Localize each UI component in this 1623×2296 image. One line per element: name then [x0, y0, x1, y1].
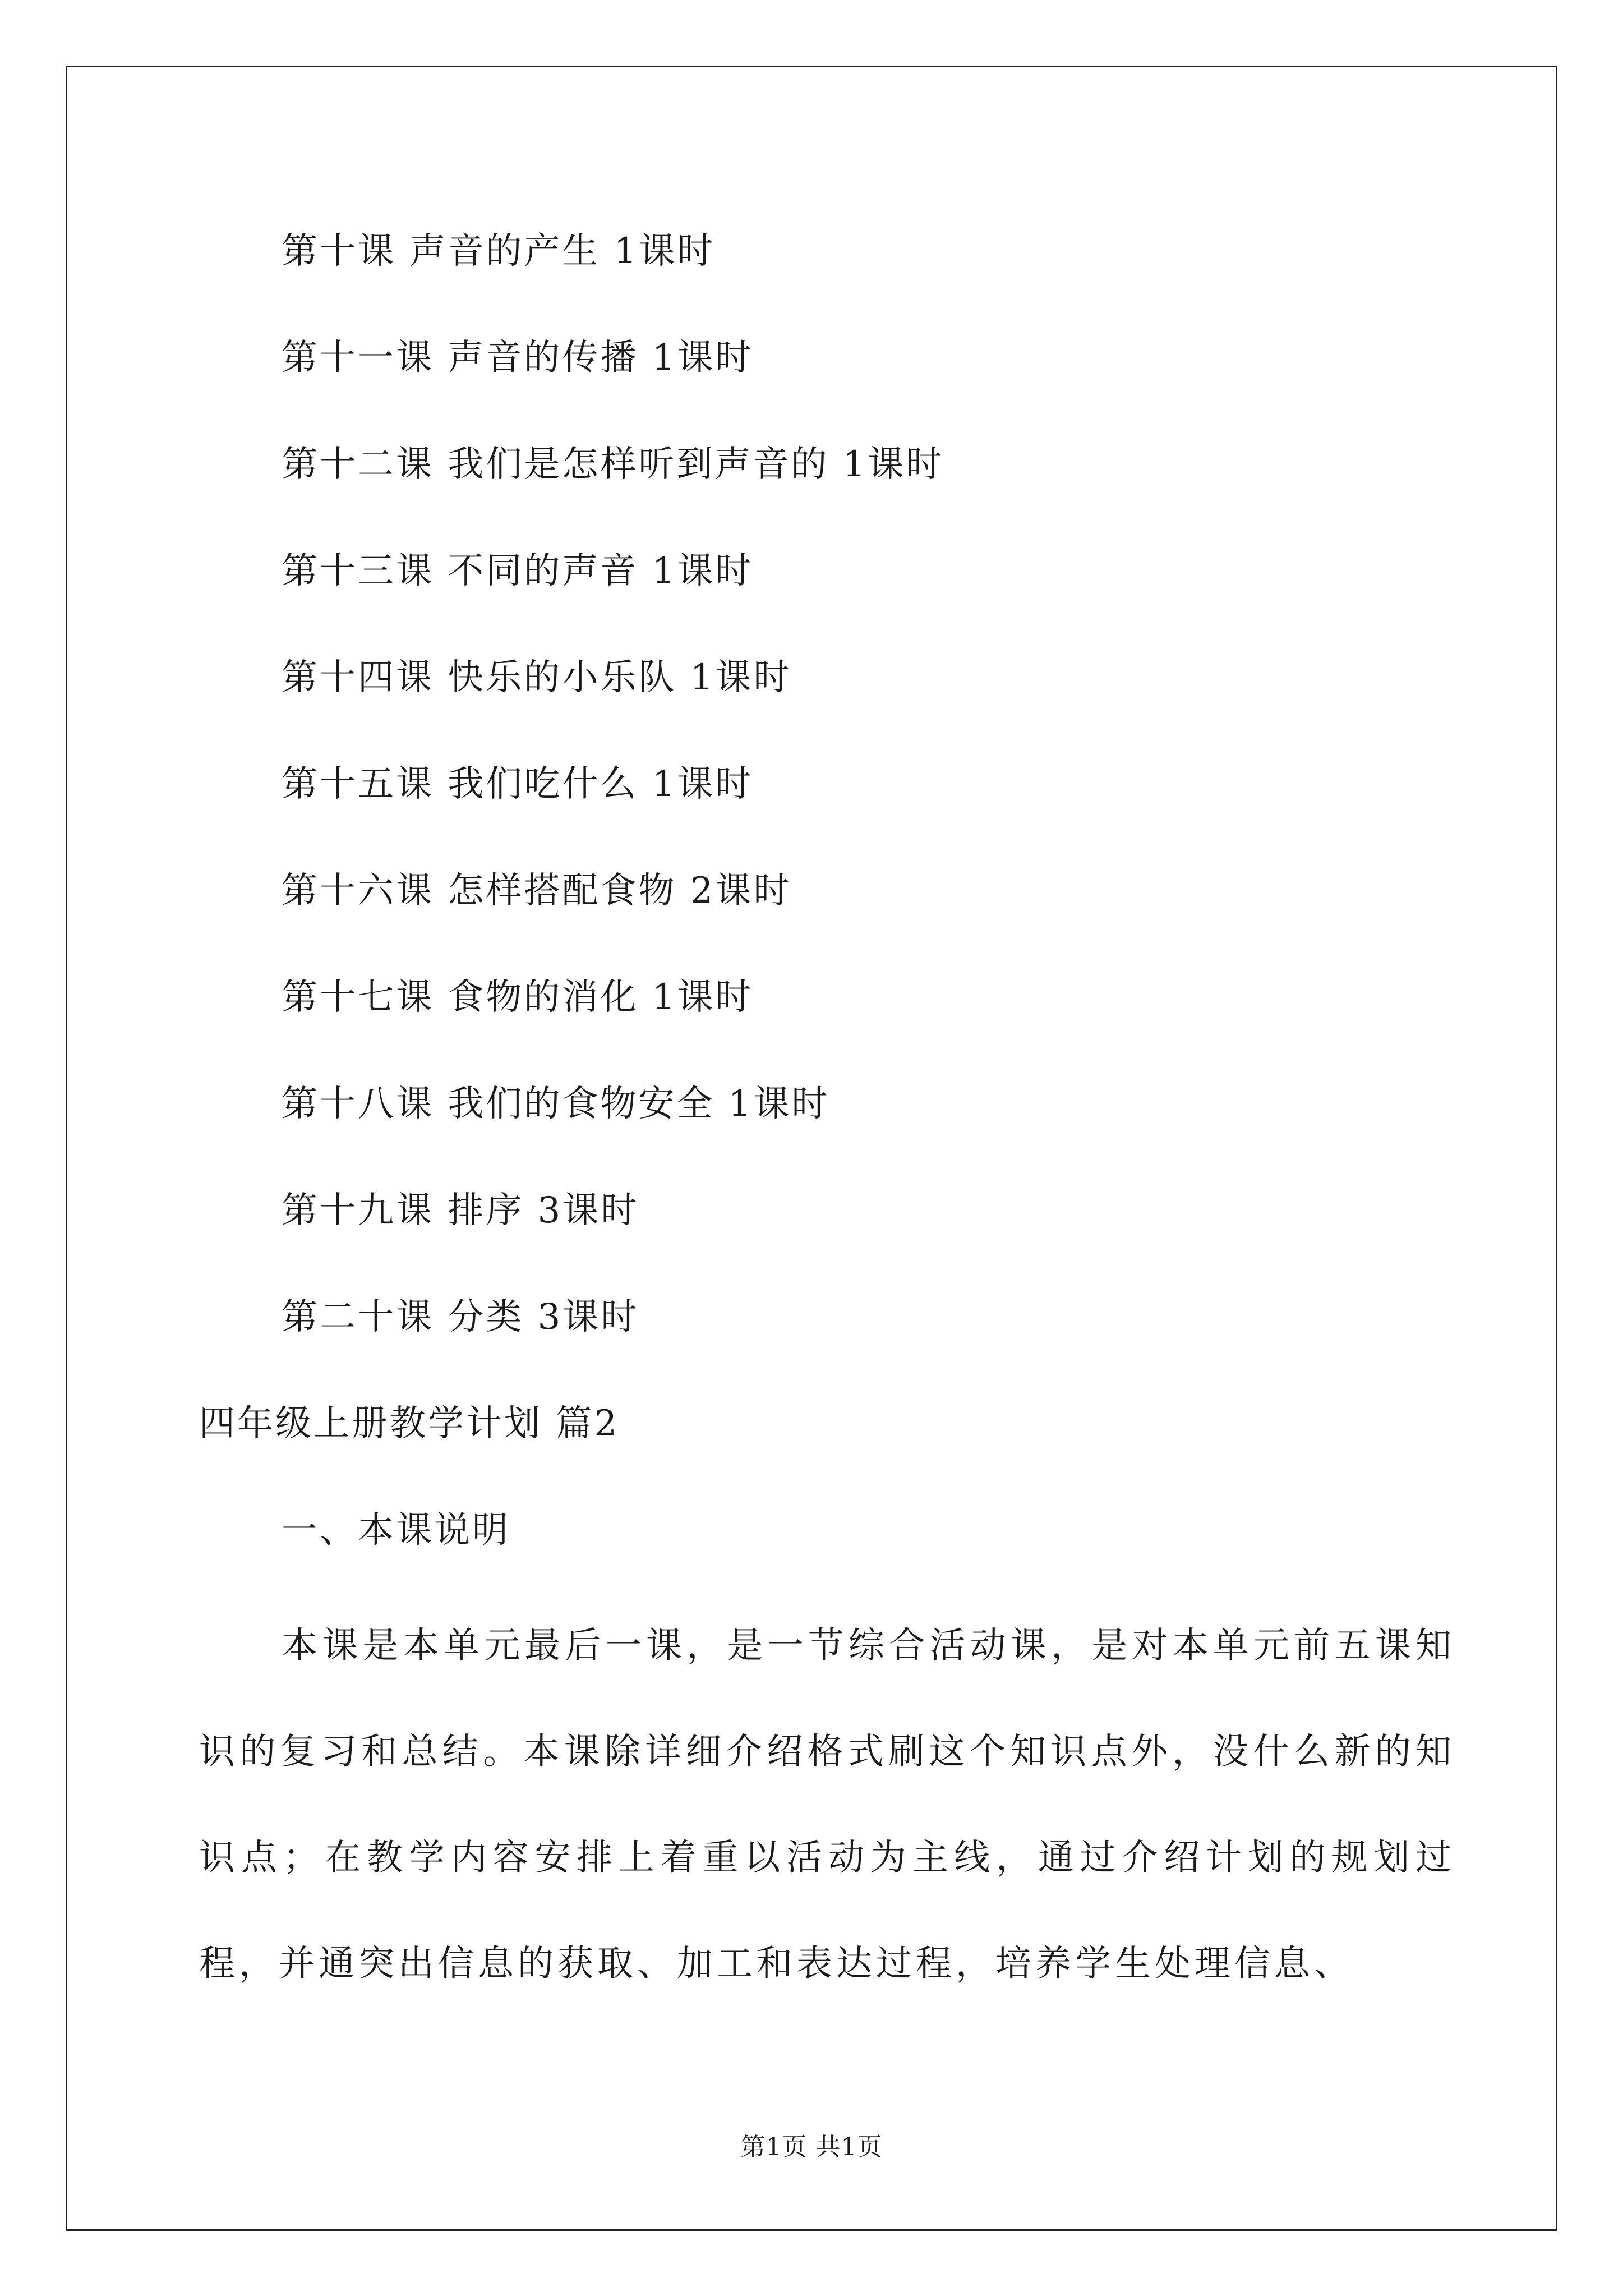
lesson-line: 第十七课 食物的消化 1课时 — [282, 977, 754, 1018]
lesson-line: 第十九课 排序 3课时 — [282, 1190, 639, 1231]
lesson-line: 第十六课 怎样搭配食物 2课时 — [282, 870, 792, 912]
lesson-line: 第十二课 我们是怎样听到声音的 1课时 — [282, 444, 944, 485]
page-footer: 第1页 共1页 — [740, 2133, 883, 2161]
subheading: 一、本课说明 — [282, 1510, 510, 1551]
section-heading: 四年级上册教学计划 篇2 — [199, 1403, 620, 1444]
body-paragraph: 本课是本单元最后一课，是一节综合活动课，是对本单元前五课知识的复习和总结。本课除详细介绍格式刷这个知识点外，没什么新的知识点；在教学内容安排上着重以活动为主线，通过介绍计划的规划过程，并通突出信息的获取、加工和表达过程，培养学生处理信息、 — [199, 1625, 1455, 1985]
lesson-line: 第十课 声音的产生 1课时 — [282, 231, 716, 272]
lesson-line: 第十四课 快乐的小乐队 1课时 — [282, 657, 792, 698]
lesson-line: 第十五课 我们吃什么 1课时 — [282, 763, 754, 805]
lesson-line: 第十八课 我们的食物安全 1课时 — [282, 1083, 830, 1125]
lesson-line: 第二十课 分类 3课时 — [282, 1296, 639, 1338]
lesson-line: 第十一课 声音的传播 1课时 — [282, 337, 754, 379]
lesson-line: 第十三课 不同的声音 1课时 — [282, 550, 754, 592]
